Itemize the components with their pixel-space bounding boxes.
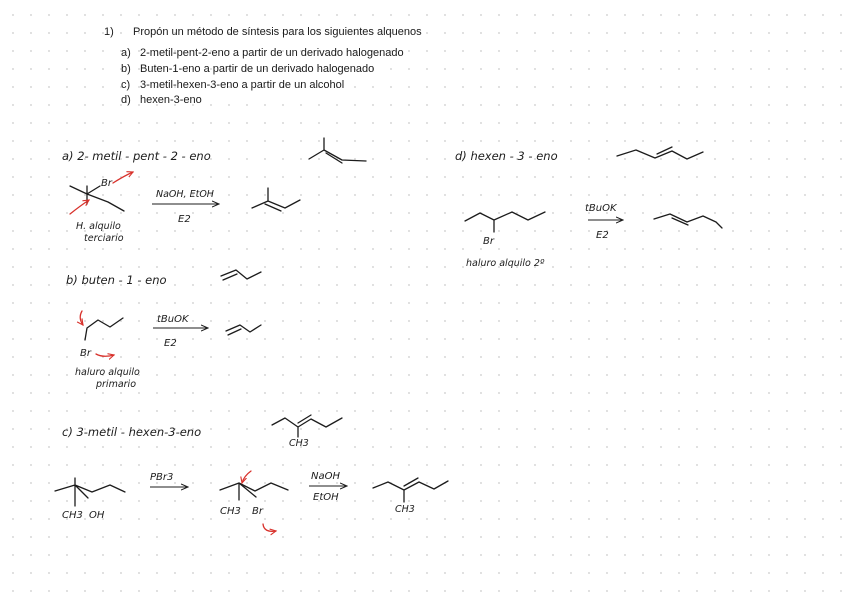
part-a-note-line2: terciario bbox=[84, 233, 124, 244]
part-c-alcohol-methyl: CH3 bbox=[62, 510, 83, 521]
part-a-bromine-label: Br bbox=[101, 178, 112, 189]
part-a-reagent-bottom: E2 bbox=[178, 214, 191, 225]
part-c-red-arrow-bottom bbox=[263, 524, 276, 531]
part-a-target-molecule bbox=[309, 138, 366, 163]
part-b-product-molecule bbox=[226, 325, 261, 335]
part-b-title: b) buten - 1 - eno bbox=[66, 273, 167, 287]
problem-text: Propón un método de síntesis para los siguientes alquenos bbox=[133, 26, 422, 38]
part-c-step2-reagent-top: NaOH bbox=[311, 471, 340, 482]
problem-number: 1) bbox=[104, 26, 114, 38]
part-d-title: d) hexen - 3 - eno bbox=[455, 149, 558, 163]
item-letter: d) bbox=[121, 94, 131, 107]
part-c-alcohol-molecule bbox=[55, 478, 125, 506]
part-c-bromide-molecule bbox=[220, 483, 288, 500]
part-c-red-arrow-top bbox=[242, 471, 251, 483]
part-a-product-molecule bbox=[252, 188, 300, 211]
part-d-reactant-molecule bbox=[465, 212, 545, 232]
item-letter: c) bbox=[121, 78, 131, 91]
part-b-note-line1: haluro alquilo bbox=[75, 367, 140, 378]
part-c-product-methyl: CH3 bbox=[395, 504, 415, 515]
part-b-note-line2: primario bbox=[96, 379, 137, 390]
part-b-reagent-top: tBuOK bbox=[157, 314, 189, 325]
part-b-reagent-bottom: E2 bbox=[164, 338, 177, 349]
part-c-product-molecule bbox=[373, 478, 448, 502]
part-c-alcohol-hydroxyl: OH bbox=[89, 510, 105, 521]
part-a-note-line1: H. alquilo bbox=[76, 221, 121, 232]
part-a-red-arrow-bottom bbox=[70, 200, 89, 214]
part-a-red-arrow-top bbox=[113, 172, 133, 183]
part-d-reagent-bottom: E2 bbox=[596, 230, 609, 241]
part-c-target-methyl: CH3 bbox=[289, 438, 309, 449]
part-d-bromine-label: Br bbox=[483, 236, 494, 247]
item-text: 2-metil-pent-2-eno a partir de un derivado halogenado bbox=[140, 47, 404, 59]
part-a-reagent-top: NaOH, EtOH bbox=[156, 189, 214, 200]
part-b-target-molecule bbox=[221, 270, 261, 280]
item-text: Buten-1-eno a partir de un derivado halogenado bbox=[140, 62, 375, 75]
part-b-red-arrow-top bbox=[80, 311, 83, 325]
part-c-target-molecule bbox=[272, 415, 342, 437]
part-d-note: haluro alquilo 2º bbox=[466, 258, 545, 269]
part-d-product-molecule bbox=[654, 214, 722, 228]
part-c-step1-reagent: PBr3 bbox=[150, 472, 174, 483]
part-d-reagent-top: tBuOK bbox=[585, 203, 617, 214]
part-c-bromide-methyl: CH3 bbox=[220, 506, 241, 517]
part-a-title: a) 2- metil - pent - 2 - eno bbox=[62, 149, 211, 163]
part-d-target-molecule bbox=[617, 147, 703, 159]
part-c-title: c) 3-metil - hexen-3-eno bbox=[62, 425, 202, 439]
part-b-red-arrow-bottom bbox=[96, 354, 114, 356]
part-c-step2-reagent-bottom: EtOH bbox=[313, 492, 339, 503]
item-text: 3-metil-hexen-3-eno a partir de un alcohol bbox=[140, 78, 345, 91]
item-letter: a) bbox=[121, 47, 131, 59]
part-c-bromide-halogen: Br bbox=[252, 506, 263, 517]
part-b-reactant-molecule bbox=[85, 318, 123, 340]
item-text: hexen-3-eno bbox=[140, 94, 202, 107]
item-letter: b) bbox=[121, 62, 131, 75]
part-b-bromine-label: Br bbox=[80, 348, 91, 359]
